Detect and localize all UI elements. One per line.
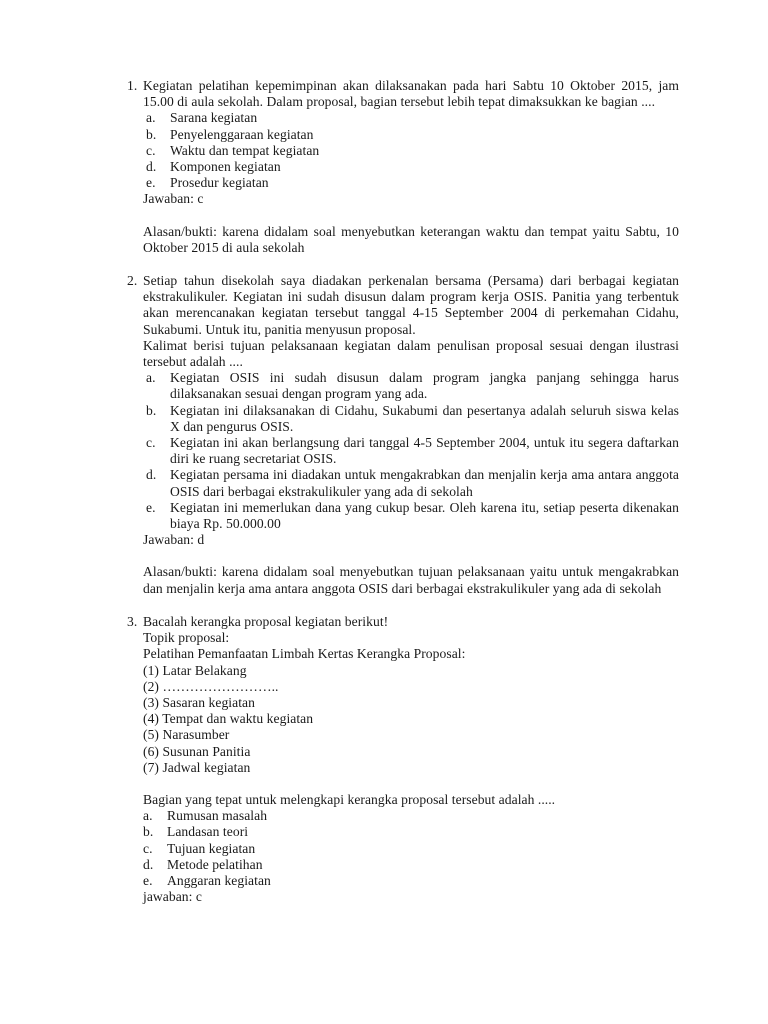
option-letter: b.: [146, 126, 157, 142]
option-letter: d.: [143, 856, 154, 872]
question-prompt: Bagian yang tepat untuk melengkapi kerangka proposal tersebut adalah .....: [143, 791, 556, 807]
options-list: [143, 370, 679, 532]
option-c: [146, 435, 679, 467]
reason-text: Alasan/bukti: karena didalam soal menyebutkan tujuan pelaksanaan yaitu untuk mengakrabkan dan menjalin kerja ama antara anggota OSIS dari berbagai ekstrakulikuler yang ada di sekolah: [143, 564, 679, 596]
option-letter: c.: [143, 840, 153, 856]
option-text: Kegiatan ini akan berlangsung dari tanggal 4-5 September 2004, untuk itu segera daftarkan diri ke ruang secretariat OSIS.: [170, 435, 679, 467]
answer-text: Jawaban: c: [143, 191, 204, 207]
outline-item: (4) Tempat dan waktu kegiatan: [143, 711, 314, 727]
option-d: [143, 857, 679, 873]
option-e: [146, 175, 679, 191]
option-d: [146, 159, 679, 175]
question-body: [143, 273, 679, 597]
option-b: [146, 403, 679, 435]
option-text: Sarana kegiatan: [170, 110, 258, 126]
question-body: [143, 78, 679, 256]
question-body: [143, 614, 679, 905]
question-number: 3.: [127, 613, 138, 629]
outline-item: (2) ……………………..: [143, 678, 279, 694]
outline-item: (6) Susunan Panitia: [143, 743, 251, 759]
option-text: Komponen kegiatan: [170, 159, 281, 175]
proposal-outline: [143, 663, 679, 776]
document-page: [127, 78, 679, 905]
option-a: [146, 370, 679, 402]
spacer: [143, 208, 679, 224]
option-text: Kegiatan ini memerlukan dana yang cukup besar. Oleh karena itu, setiap peserta dikenakan biaya Rp. 50.000.00: [170, 499, 679, 532]
question-text: Kegiatan pelatihan kepemimpinan akan dilaksanakan pada hari Sabtu 10 Oktober 2015, jam 15.00 di aula sekolah. Dalam proposal, bagian tersebut lebih tepat dimaksukkan ke bagian ....: [143, 78, 679, 110]
question-1: [127, 78, 679, 256]
option-letter: a.: [146, 370, 156, 386]
option-letter: e.: [143, 872, 153, 888]
option-letter: e.: [146, 499, 156, 515]
option-e: [146, 500, 679, 532]
option-text: Metode pelatihan: [167, 856, 263, 872]
option-letter: c.: [146, 142, 156, 158]
option-a: [143, 808, 679, 824]
option-letter: d.: [146, 467, 157, 483]
option-letter: a.: [146, 110, 156, 126]
spacer: [143, 548, 679, 564]
option-letter: b.: [143, 824, 154, 840]
option-c: [146, 143, 679, 159]
option-letter: d.: [146, 159, 157, 175]
option-b: [146, 127, 679, 143]
option-text: Kegiatan OSIS ini sudah disusun dalam program jangka panjang sehingga harus dilaksanakan sesuai dengan program yang ada.: [170, 370, 679, 402]
option-text: Landasan teori: [167, 824, 249, 840]
question-number: 1.: [127, 78, 138, 93]
spacer: [127, 256, 679, 273]
topic-title: Pelatihan Pemanfaatan Limbah Kertas Kerangka Proposal:: [143, 646, 466, 662]
option-text: Waktu dan tempat kegiatan: [170, 142, 320, 158]
question-text: Bacalah kerangka proposal kegiatan berikut!: [143, 613, 389, 629]
option-c: [143, 841, 679, 857]
spacer: [127, 597, 679, 614]
option-text: Kegiatan persama ini diadakan untuk mengakrabkan dan menjalin kerja ama antara anggota OSIS dari berbagai ekstrakulikuler yang ada di sekolah: [170, 467, 679, 499]
spacer: [143, 776, 679, 792]
question-text: Setiap tahun disekolah saya diadakan perkenalan bersama (Persama) dari berbagai kegiatan ekstrakulikuler. Kegiatan ini sudah disusun dalam program kerja OSIS. Panitia yang terbentuk akan merencanakan kegiatan tersebut tanggal 4-15 September 2004 di perkemahan Cidahu, Sukabumi. Untuk itu, panitia menyusun proposal.: [143, 273, 679, 337]
question-prompt: Kalimat berisi tujuan pelaksanaan kegiatan dalam penulisan proposal sesuai dengan ilustrasi tersebut adalah ....: [143, 337, 679, 370]
answer-text: jawaban: c: [143, 889, 202, 905]
option-text: Rumusan masalah: [167, 808, 268, 824]
question-number: 2.: [127, 273, 138, 289]
option-letter: e.: [146, 175, 156, 191]
option-text: Penyelenggaraan kegiatan: [170, 126, 314, 142]
outline-item: (1) Latar Belakang: [143, 662, 247, 678]
option-b: [143, 824, 679, 840]
option-letter: a.: [143, 808, 153, 824]
option-text: Prosedur kegiatan: [170, 175, 269, 191]
option-d: [146, 467, 679, 499]
option-a: [146, 110, 679, 126]
option-text: Kegiatan ini dilaksanakan di Cidahu, Sukabumi dan pesertanya adalah seluruh siswa kelas X dan pengurus OSIS.: [170, 402, 679, 434]
question-3: [127, 614, 679, 905]
question-2: [127, 273, 679, 597]
options-list: [143, 110, 679, 191]
answer-text: Jawaban: d: [143, 532, 205, 548]
outline-item: (5) Narasumber: [143, 727, 230, 743]
outline-item: (7) Jadwal kegiatan: [143, 759, 251, 775]
outline-item: (3) Sasaran kegiatan: [143, 694, 255, 710]
option-letter: c.: [146, 435, 156, 451]
option-text: Anggaran kegiatan: [167, 872, 271, 888]
options-list: [143, 808, 679, 889]
reason-text: Alasan/bukti: karena didalam soal menyebutkan keterangan waktu dan tempat yaitu Sabtu, 10 Oktober 2015 di aula sekolah: [143, 223, 679, 255]
option-text: Tujuan kegiatan: [167, 840, 256, 856]
option-letter: b.: [146, 402, 157, 418]
topic-label: Topik proposal:: [143, 630, 230, 646]
option-e: [143, 873, 679, 889]
